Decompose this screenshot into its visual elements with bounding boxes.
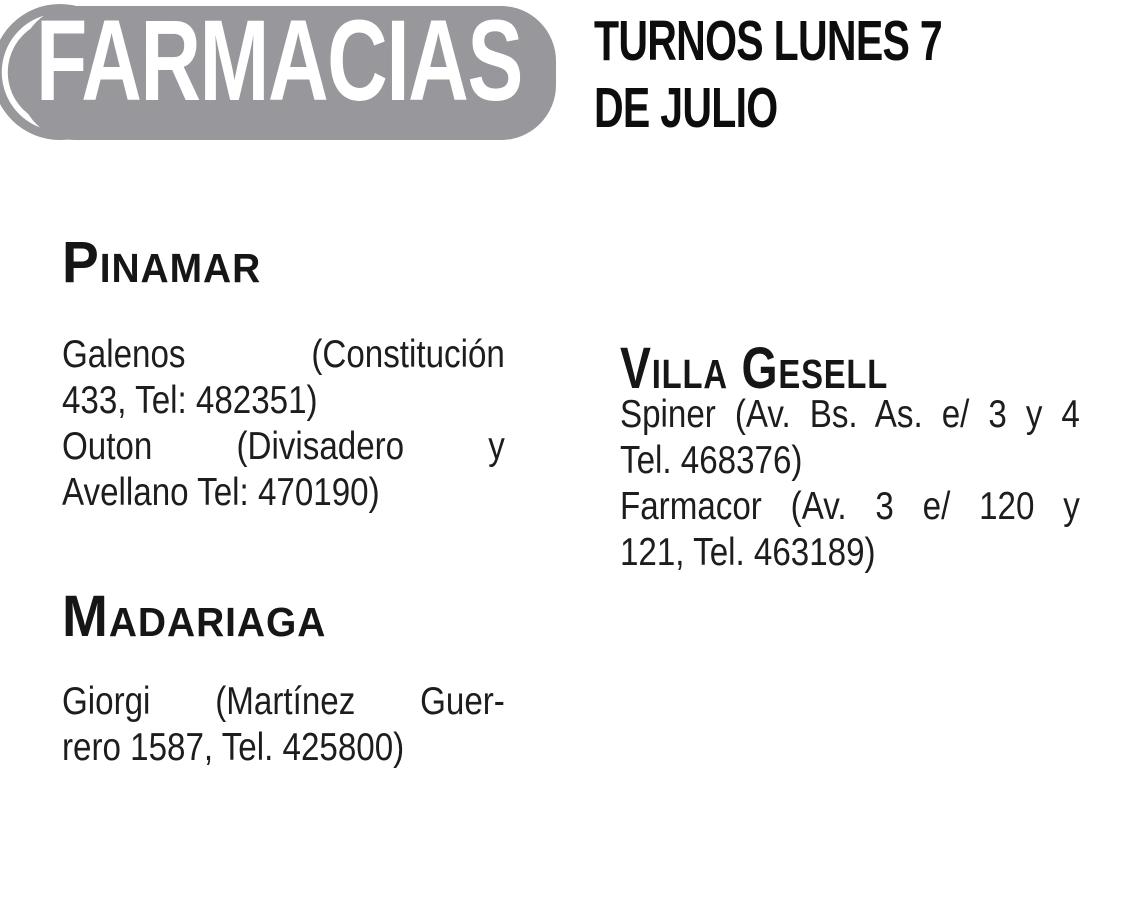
section-title-madariaga: Madariaga [62, 584, 327, 649]
section-entries-madariaga [62, 679, 505, 771]
section-title-pinamar: Pinamar [62, 230, 262, 295]
headline-line-1: TURNOS LUNES 7 [594, 9, 942, 73]
pharmacy-entry-line: Tel. 468376) [620, 439, 803, 482]
pharmacy-entry-line: Galenos (Constitución [62, 333, 505, 376]
badge-label: FARMACIAS [36, 0, 522, 125]
pharmacy-entry-line: 433, Tel: 482351) [62, 379, 318, 422]
pharmacy-entry-line: Farmacor (Av. 3 e/ 120 y [620, 485, 1080, 528]
pharmacy-entry-line: Giorgi (Martínez Guer- [62, 680, 505, 723]
headline [594, 8, 942, 142]
pharmacy-entry-line: Spiner (Av. Bs. As. e/ 3 y 4 [620, 393, 1080, 436]
section-title-villa-gesell: Villa Gesell [620, 336, 889, 401]
farmacias-badge [0, 0, 560, 145]
pharmacy-entry-line: Avellano Tel: 470190) [62, 471, 380, 514]
pharmacy-entry [620, 392, 1080, 484]
section-entries-villa-gesell [620, 392, 1080, 576]
pharmacy-entry [62, 332, 505, 424]
section-entries-pinamar [62, 332, 505, 516]
pharmacy-entry-line: 121, Tel. 463189) [620, 531, 876, 574]
headline-line-2: DE JULIO [594, 76, 778, 140]
pharmacy-entry [62, 679, 505, 771]
pharmacy-entry-line: rero 1587, Tel. 425800) [62, 726, 405, 769]
pharmacy-entry-line: Outon (Divisadero y [62, 425, 505, 468]
pharmacy-entry [620, 484, 1080, 576]
pharmacy-entry [62, 424, 505, 516]
